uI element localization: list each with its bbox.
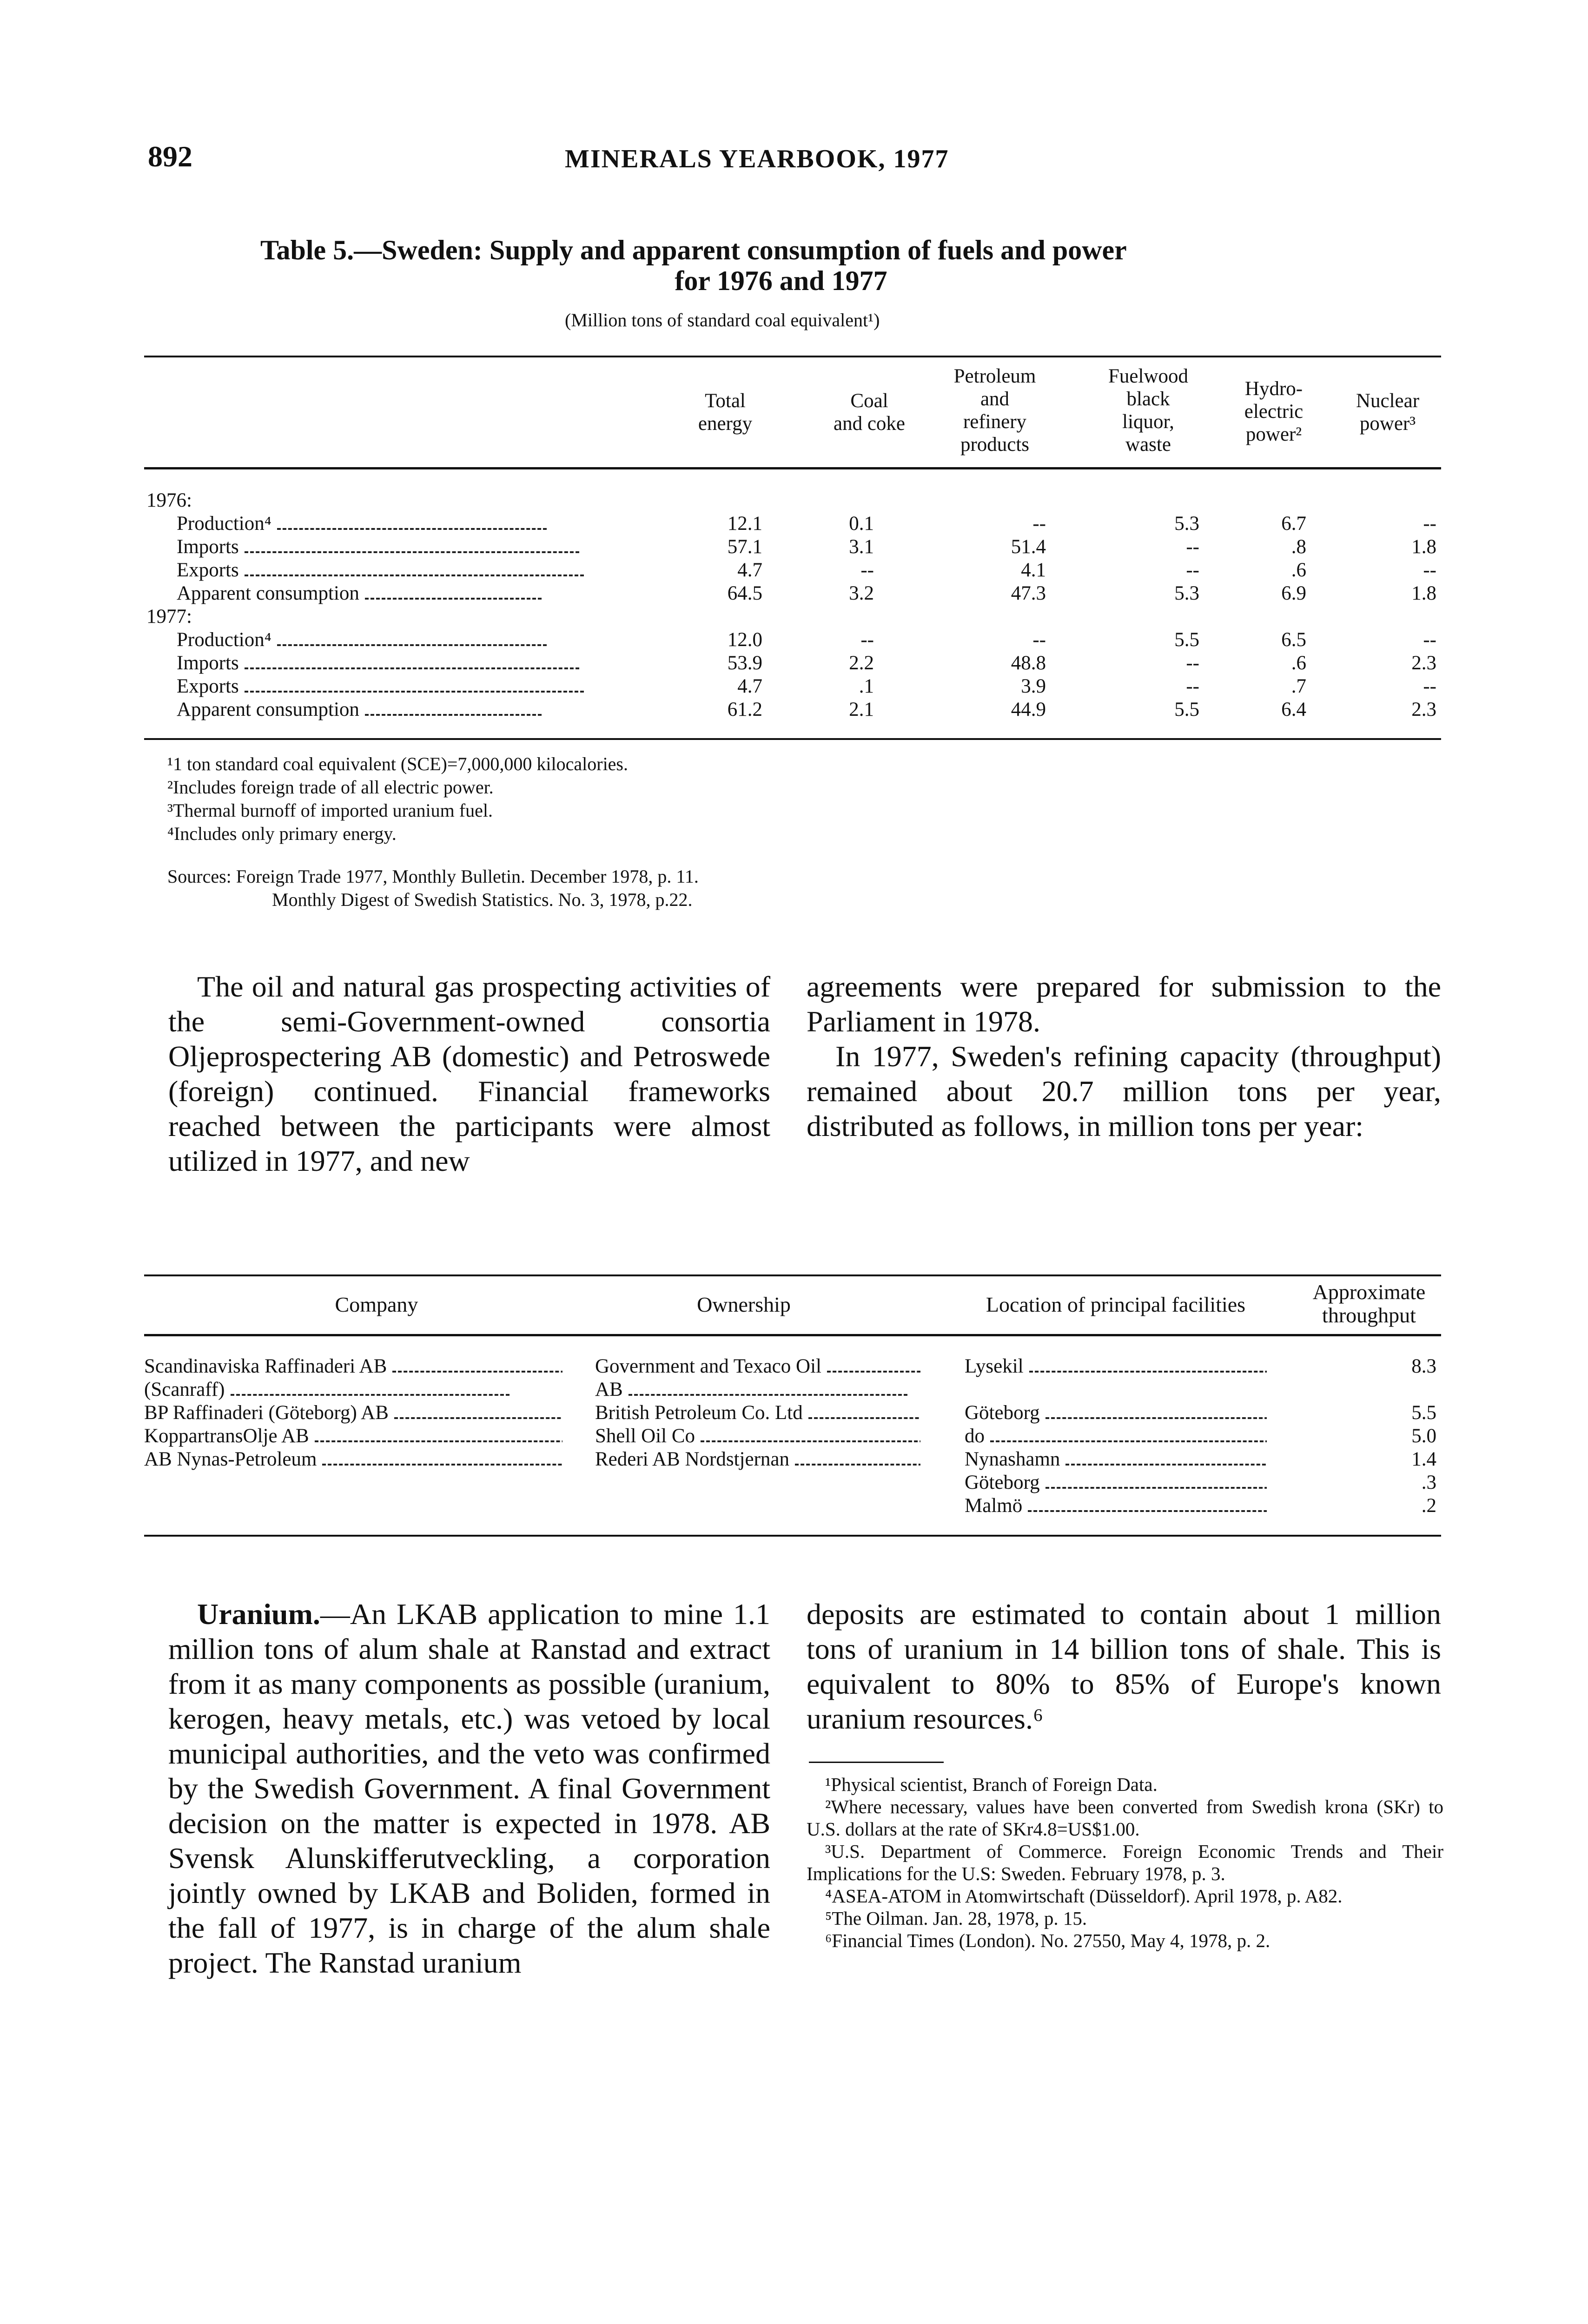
table5-cell: 1.8	[1411, 582, 1436, 604]
col-header-petroleum: Petroleum and refinery products	[953, 365, 1036, 456]
refinery-ownership-cell: Shell Oil Co	[595, 1425, 920, 1448]
table5-cell: 47.3	[1011, 582, 1046, 604]
col-header-coal: Coal and coke	[833, 390, 905, 435]
table5-cell: 0.1	[849, 513, 874, 535]
table5-cell: 3.9	[1021, 675, 1046, 697]
table5-cell: 5.5	[1174, 699, 1199, 720]
refinery-throughput-cell: 8.3	[1411, 1355, 1436, 1377]
table5-cell: 4.7	[737, 675, 762, 697]
table5-cell: 5.3	[1174, 582, 1199, 604]
left-column-paragraph: The oil and natural gas prospecting activities of the semi-Government-owned consortia Oljeprospectering AB (domestic) and Petroswede (foreign) continued. Financial frameworks reached between the participants were almost utilized in 1977, and new	[168, 970, 770, 1177]
refinery-company-cell: KoppartransOlje AB	[144, 1425, 562, 1448]
table5-cell: --	[860, 629, 874, 651]
table5-cell: 6.5	[1281, 629, 1306, 651]
table5-cell: --	[860, 559, 874, 581]
table5-cell: 44.9	[1011, 699, 1046, 720]
table5-cell: 2.3	[1411, 652, 1436, 674]
table5-cell: 61.2	[727, 699, 762, 720]
row-label: Production⁴	[177, 628, 547, 652]
table5-cell: 2.1	[849, 699, 874, 720]
table5-cell: 4.1	[1021, 559, 1046, 581]
table5-cell: .1	[859, 675, 874, 697]
refinery-location-cell: Göteborg	[965, 1471, 1267, 1494]
table5-cell: --	[1423, 513, 1436, 535]
table5-cell: .6	[1291, 559, 1306, 581]
table5-cell: 2.3	[1411, 699, 1436, 720]
row-label: Exports	[177, 675, 584, 698]
page-footnote: ¹Physical scientist, Branch of Foreign Data.	[825, 1774, 1158, 1795]
refinery-ownership-cell: Government and Texaco Oil	[595, 1355, 920, 1378]
page-footnote: ⁵The Oilman. Jan. 28, 1978, p. 15.	[825, 1908, 1087, 1929]
refinery-table-bottom-rule	[144, 1535, 1441, 1537]
table5-cell: 3.1	[849, 536, 874, 558]
refinery-company-cell: (Scanraff)	[144, 1378, 562, 1401]
page-footnotes	[807, 1773, 1443, 1952]
uranium-continuation: deposits are estimated to contain about 1 million tons of uranium in 14 billion tons of shale. This is equivalent to 80% to 85% of Europe's known uranium resources.⁶	[807, 1598, 1441, 1735]
table5-cell: 4.7	[737, 559, 762, 581]
year-1977-label: 1977:	[146, 606, 192, 627]
table5-title-line1: Table 5.—Sweden: Supply and apparent consumption of fuels and power	[260, 235, 1127, 265]
table5-cell: 12.0	[727, 629, 762, 651]
uranium-heading: Uranium.	[197, 1598, 320, 1631]
refinery-header-location: Location of principal facilities	[986, 1293, 1246, 1316]
page-footnote: ⁴ASEA-ATOM in Atomwirtschaft (Düsseldorf). April 1978, p. A82.	[825, 1885, 1343, 1907]
table5-title	[260, 235, 1376, 296]
table5-cell: --	[1186, 652, 1199, 674]
table5-cell: --	[1423, 629, 1436, 651]
table5-cell: 12.1	[727, 513, 762, 535]
table5-cell: 2.2	[849, 652, 874, 674]
table5-cell: --	[1186, 559, 1199, 581]
table5-title-line2: for 1976 and 1977	[675, 265, 887, 296]
refinery-location-cell: Nynashamn	[965, 1448, 1267, 1471]
table5-cell: --	[1186, 536, 1199, 558]
refinery-ownership-cell: AB	[595, 1378, 920, 1401]
refinery-location-cell: Malmö	[965, 1494, 1267, 1518]
refinery-header-throughput: Approximate throughput	[1312, 1280, 1426, 1327]
refinery-company-cell: Scandinaviska Raffinaderi AB	[144, 1355, 562, 1378]
table5-cell: 1.8	[1411, 536, 1436, 558]
table5-cell: --	[1186, 675, 1199, 697]
table5-cell: .8	[1291, 536, 1306, 558]
table5-cell: --	[1423, 675, 1436, 697]
table5-sources-cont: Monthly Digest of Swedish Statistics. No. 3, 1978, p.22.	[272, 889, 693, 910]
table5-cell: --	[1032, 513, 1046, 535]
year-1976-label: 1976:	[146, 489, 192, 511]
refinery-throughput-cell: 1.4	[1411, 1448, 1436, 1470]
right-paragraph-2: In 1977, Sweden's refining capacity (throughput) remained about 20.7 million tons per year, distributed as follows, in million tons per year:	[807, 1040, 1441, 1142]
table5-cell: .7	[1291, 675, 1306, 697]
table5-footnote: ²Includes foreign trade of all electric power.	[167, 777, 494, 798]
refinery-header-ownership: Ownership	[697, 1293, 791, 1316]
running-title: MINERALS YEARBOOK, 1977	[565, 145, 949, 173]
table5-cell: 5.3	[1174, 513, 1199, 535]
refinery-ownership-cell: Rederi AB Nordstjernan	[595, 1448, 920, 1471]
table5-cell: 6.7	[1281, 513, 1306, 535]
col-header-hydroelectric: Hydro- electric power²	[1244, 378, 1303, 445]
table5-units: (Million tons of standard coal equivalent¹)	[565, 310, 880, 330]
footnote-separator	[809, 1762, 944, 1763]
refinery-throughput-cell: .2	[1421, 1495, 1436, 1517]
page-footnote: ³U.S. Department of Commerce. Foreign Economic Trends and Their Implications for the U.S: Sweden. February 1978, p. 3.	[807, 1841, 1443, 1884]
uranium-paragraph	[168, 1597, 770, 1980]
table5-cell: 53.9	[727, 652, 762, 674]
page-footnote: ⁶Financial Times (London). No. 27550, May 4, 1978, p. 2.	[825, 1930, 1270, 1951]
table5-footnote: ¹1 ton standard coal equivalent (SCE)=7,000,000 kilocalories.	[167, 753, 628, 774]
row-label: Production⁴	[177, 512, 547, 535]
table5-sources: Sources: Foreign Trade 1977, Monthly Bulletin. December 1978, p. 11.	[167, 866, 699, 887]
table5-footnote: ⁴Includes only primary energy.	[167, 823, 397, 844]
table5-cell: .6	[1291, 652, 1306, 674]
row-label: Imports	[177, 652, 579, 675]
refinery-location-cell: do	[965, 1425, 1267, 1448]
refinery-company-cell: BP Raffinaderi (Göteborg) AB	[144, 1401, 562, 1425]
table5-cell: 3.2	[849, 582, 874, 604]
col-header-nuclear: Nuclear power³	[1356, 390, 1420, 435]
table5-cell: 57.1	[727, 536, 762, 558]
refinery-table-top-rule	[144, 1274, 1441, 1276]
page-footnote: ²Where necessary, values have been converted from Swedish krona (SKr) to U.S. dollars at the rate of SKr4.8=US$1.00.	[807, 1796, 1443, 1840]
refinery-ownership-cell: British Petroleum Co. Ltd	[595, 1401, 920, 1425]
row-label: Exports	[177, 559, 584, 582]
refinery-location-cell: Lysekil	[965, 1355, 1267, 1378]
uranium-text: —An LKAB application to mine 1.1 million tons of alum shale at Ranstad and extract from it as many components as possible (uranium, kerogen, heavy metals, etc.) was vetoed by local municipal authorities, and the veto was confirmed by the Swedish Government. A final Government decision on the matter is expected in 1978. AB Svensk Alunskifferutveckling, a corporation jointly owned by LKAB and Boliden, formed in the fall of 1977, is in charge of the alum shale project. The Ranstad uranium	[168, 1598, 770, 1979]
table5-cell: 51.4	[1011, 536, 1046, 558]
refinery-company-cell: AB Nynas-Petroleum	[144, 1448, 562, 1471]
col-header-fuelwood: Fuelwood black liquor, waste	[1108, 365, 1188, 456]
refinery-throughput-cell: .3	[1421, 1472, 1436, 1493]
table5-cell: --	[1423, 559, 1436, 581]
right-paragraph-1: agreements were prepared for submission to the Parliament in 1978.	[807, 970, 1441, 1038]
refinery-header-company: Company	[335, 1293, 418, 1316]
refinery-throughput-cell: 5.0	[1411, 1425, 1436, 1447]
table5-top-rule	[144, 356, 1441, 357]
table5-cell: 6.4	[1281, 699, 1306, 720]
right-column-text	[807, 969, 1441, 1143]
refinery-table-header-rule	[144, 1334, 1441, 1336]
table5-cell: 64.5	[727, 582, 762, 604]
table5-footnote: ³Thermal burnoff of imported uranium fuel.	[167, 800, 493, 821]
col-header-total-energy: Total energy	[698, 390, 753, 435]
table5-cell: 6.9	[1281, 582, 1306, 604]
row-label: Imports	[177, 535, 579, 559]
table5-cell: 5.5	[1174, 629, 1199, 651]
table5-cell: 48.8	[1011, 652, 1046, 674]
row-label: Apparent consumption	[177, 698, 542, 721]
table5-bottom-rule	[144, 738, 1441, 740]
page-number: 892	[148, 140, 192, 173]
refinery-location-cell: Göteborg	[965, 1401, 1267, 1425]
refinery-throughput-cell: 5.5	[1411, 1402, 1436, 1424]
table5-cell: --	[1032, 629, 1046, 651]
table5-header-rule	[144, 467, 1441, 469]
row-label: Apparent consumption	[177, 582, 542, 605]
